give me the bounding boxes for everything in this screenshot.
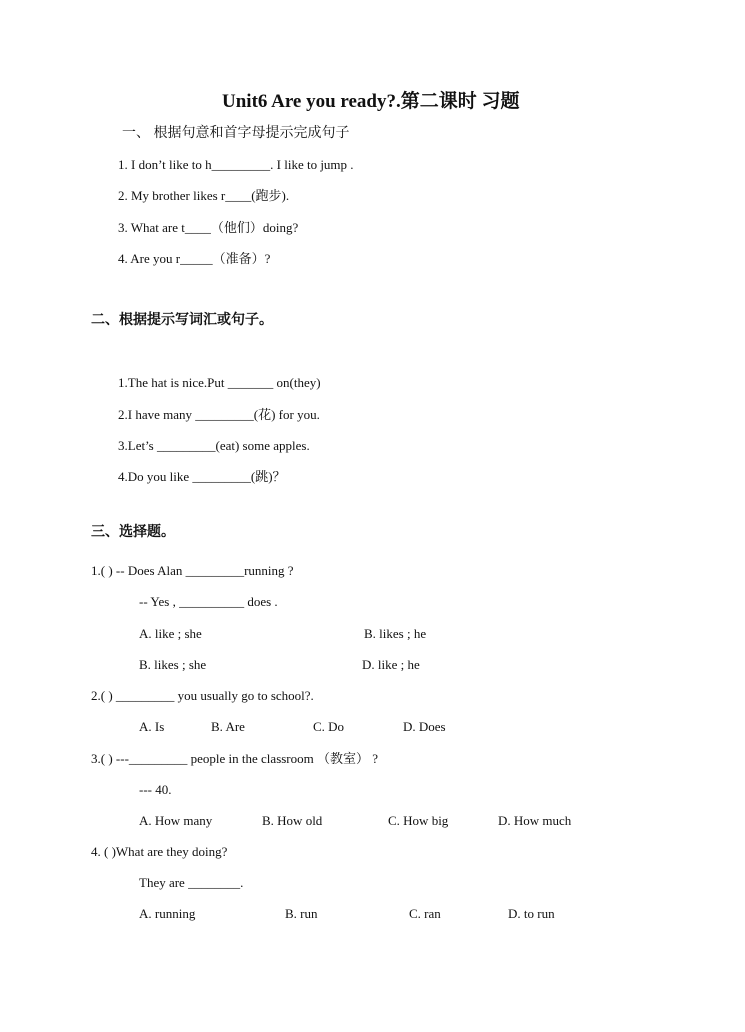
q4-option-b: B. run — [285, 906, 318, 921]
q2-stem: 2.( ) _________ you usually go to school?. — [91, 688, 314, 703]
q4-option-d: D. to run — [508, 906, 555, 921]
section1-item-1: 1. I don’t like to h_________. I like to jump . — [118, 157, 354, 172]
section1-heading: 一、 根据句意和首字母提示完成句子 — [122, 126, 350, 141]
q1-option-a: A. like ; she — [139, 626, 202, 641]
q1-option-d: D. like ; he — [362, 657, 420, 672]
q4-option-a: A. running — [139, 906, 196, 921]
q2-option-a: A. Is — [139, 719, 165, 734]
section2-item-3: 3.Let’s _________(eat) some apples. — [118, 438, 310, 453]
q4-reply: They are ________. — [139, 875, 244, 890]
q3-option-c: C. How big — [388, 813, 449, 828]
section1-item-4: 4. Are you r_____（准备）? — [118, 251, 271, 266]
section2-item-1: 1.The hat is nice.Put _______ on(they) — [118, 375, 321, 390]
q2-option-c: C. Do — [313, 719, 345, 734]
section1-item-2: 2. My brother likes r____(跑步). — [118, 188, 290, 203]
q1-option-c: B. likes ; she — [139, 657, 207, 672]
section2-item-2: 2.I have many _________(花) for you. — [118, 407, 320, 422]
section3-heading: 三、选择题。 — [91, 525, 175, 540]
q3-stem: 3.( ) ---_________ people in the classroom （教室） ? — [91, 751, 379, 766]
q3-option-d: D. How much — [498, 813, 572, 828]
q2-option-d: D. Does — [403, 719, 446, 734]
q4-stem: 4. ( )What are they doing? — [91, 844, 228, 859]
section1-item-3: 3. What are t____（他们）doing? — [118, 220, 299, 235]
q3-reply: --- 40. — [139, 782, 172, 797]
q1-stem: 1.( ) -- Does Alan _________running ? — [91, 563, 294, 578]
q1-reply: -- Yes , __________ does . — [139, 594, 278, 609]
worksheet-title: Unit6 Are you ready?.第二课时 习题 — [222, 91, 520, 112]
q1-option-b: B. likes ; he — [364, 626, 427, 641]
q2-option-b: B. Are — [211, 719, 245, 734]
q3-option-b: B. How old — [262, 813, 323, 828]
section2-heading: 二、根据提示写词汇或句子。 — [91, 313, 273, 328]
q4-option-c: C. ran — [409, 906, 441, 921]
section2-item-4: 4.Do you like _________(跳)？ — [118, 469, 286, 484]
q3-option-a: A. How many — [139, 813, 213, 828]
